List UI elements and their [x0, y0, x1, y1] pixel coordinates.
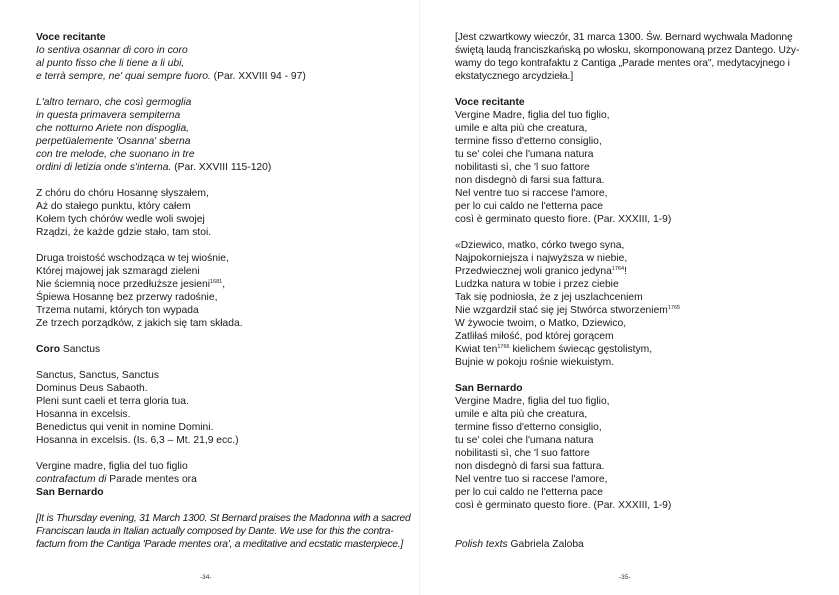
page-number: -35-	[619, 574, 631, 581]
italian-verse-2	[36, 96, 408, 174]
verse-line: «Dziewico, matko, córko twego syna,	[455, 240, 625, 251]
verse-line: Vergine Madre, figlia del tuo figlio,	[455, 110, 610, 121]
verse-text: e terrà sempre, ne' quai sempre fuoro.	[36, 71, 211, 82]
verse-line: tu se' colei che l'umana natura	[455, 149, 594, 160]
verse-line: così è germinato questo fiore. (Par. XXXIII, 1-9)	[455, 500, 672, 511]
verse-line: Ze trzech porządków, z jakich się tam składa.	[36, 318, 243, 329]
verse-line: Ludzka natura w tobie i przez ciebie	[455, 279, 619, 290]
verse-line	[36, 278, 408, 291]
verse-line: non disdegnò di farsi sua fattura.	[455, 175, 605, 186]
footnote-marker: 1681	[210, 279, 223, 285]
verse-line: Sanctus, Sanctus, Sanctus	[36, 370, 160, 381]
verse-line: non disdegnò di farsi sua fattura.	[455, 461, 605, 472]
verse-line: al punto fisso che li tiene a li ubi,	[36, 58, 185, 69]
verse-line: con tre melode, che suonano in tre	[36, 149, 195, 160]
verse-line: Śpiewa Hosannę bez przerwy radośnie,	[36, 292, 218, 303]
verse-line: Rządzi, że każde gdzie stało, tam stoi.	[36, 227, 212, 238]
verse-text: Nie wzgardził stać się jej Stwórca stworzeniem	[455, 305, 668, 316]
coro-label: Coro	[36, 344, 61, 355]
polish-verse-dziewico	[455, 239, 827, 369]
verse-line: Aż do stałego punktu, który całem	[36, 201, 191, 212]
verse-line: nobilitasti sì, che 'l suo fattore	[455, 162, 590, 173]
note-line: [It is Thursday evening, 31 March 1300. St Bernard praises the Madonna with a sacred	[36, 513, 411, 524]
note-line: świętą laudą franciszkańską po włosku, skomponowaną przez Dantego. Uży-	[455, 45, 800, 56]
polish-verse-1	[36, 187, 408, 239]
footnote-marker: 1766	[497, 344, 510, 350]
heading-san-bernardo: San Bernardo	[36, 487, 104, 498]
verse-line: Kołem tych chórów wedle woli swojej	[36, 214, 205, 225]
verse-line	[455, 304, 827, 317]
verse-line: Nel ventre tuo si raccese l'amore,	[455, 474, 608, 485]
verse-line: tu se' colei che l'umana natura	[455, 435, 594, 446]
page-right	[420, 0, 839, 595]
note-line: ekstatycznego arcydzieła.]	[455, 71, 574, 82]
verse-line: Tak się podniosła, że z jej uszlachceniem	[455, 292, 643, 303]
polish-verse-2	[36, 252, 408, 330]
credit-name: Gabriela Zaloba	[507, 539, 584, 550]
verse-line	[455, 265, 827, 278]
verse-text: kielichem świecąc gęstolistym,	[509, 344, 653, 355]
credit-label: Polish texts	[455, 539, 508, 550]
verse-line: così è germinato questo fiore. (Par. XXXIII, 1-9)	[455, 214, 672, 225]
verse-line: Której majowej jak szmaragd zieleni	[36, 266, 200, 277]
verse-line: Trzema nutami, których ton wypada	[36, 305, 199, 316]
note-line: wamy do tego kontrafaktu z Cantiga „Parade mentes ora", medytacyjnego i	[455, 58, 790, 69]
footnote-marker: 1765	[667, 305, 681, 311]
verse-line: L'altro ternaro, che così germoglia	[36, 97, 192, 108]
page-number: -34-	[200, 574, 212, 581]
verse-line: umile e alta più che creatura,	[455, 123, 588, 134]
verse-line: Zatliłaś miłość, pod której gorącem	[455, 331, 614, 342]
verse-line: Hosanna in excelsis.	[36, 409, 131, 420]
verse-line: Nel ventre tuo si raccese l'amore,	[455, 188, 608, 199]
verse-line	[36, 70, 408, 83]
heading-voce-recitante: Voce recitante	[36, 32, 106, 43]
contrafactum-line	[36, 473, 408, 486]
verse-text: Nie ściemnią noce przedłuższe jesieni	[36, 279, 210, 290]
coro-name: Sanctus	[60, 344, 101, 355]
heading-san-bernardo: San Bernardo	[455, 383, 523, 394]
verse-line: che notturno Ariete non dispoglia,	[36, 123, 190, 134]
english-note	[36, 512, 411, 551]
italian-verse-san-bernardo	[455, 395, 827, 512]
verse-line: Druga troistość wschodząca w tej wiośnie,	[36, 253, 229, 264]
verse-line: Io sentiva osannar di coro in coro	[36, 45, 188, 56]
verse-line: umile e alta più che creatura,	[455, 409, 588, 420]
left-column	[36, 31, 411, 551]
verse-line	[36, 161, 408, 174]
verse-reference: (Par. XXVIII 115-120)	[171, 162, 272, 173]
verse-line: nobilitasti sì, che 'l suo fattore	[455, 448, 590, 459]
verse-line: termine fisso d'etterno consiglio,	[455, 422, 602, 433]
vergine-madre-title: Vergine madre, figlia del tuo figlio	[36, 461, 188, 472]
heading-voce-recitante: Voce recitante	[455, 97, 525, 108]
note-line: [Jest czwartkowy wieczór, 31 marca 1300. Św. Bernard wychwala Madonnę	[455, 32, 793, 43]
heading-coro	[36, 343, 408, 356]
italian-verse-vergine-madre	[455, 109, 827, 226]
verse-line: Bujnie w pokoju rośnie wiekuistym.	[455, 357, 615, 368]
punctuation: ,	[222, 279, 226, 290]
punctuation: !	[624, 266, 627, 277]
sanctus-text	[36, 369, 408, 447]
footnote-marker: 1764	[611, 266, 625, 272]
verse-line: per lo cui caldo ne l'etterna pace	[455, 201, 603, 212]
verse-line: Vergine Madre, figlia del tuo figlio,	[455, 396, 610, 407]
note-line: Franciscan lauda in Italian actually composed by Dante. We use for this the contra-	[36, 526, 394, 537]
verse-reference: (Par. XXVIII 94 - 97)	[210, 71, 306, 82]
translator-credit	[455, 538, 827, 551]
contrafactum-label: contrafactum di	[36, 474, 107, 485]
verse-text: ordini di letizia onde s'interna.	[36, 162, 172, 173]
italian-verse-1	[36, 44, 408, 83]
verse-line: Dominus Deus Sabaoth.	[36, 383, 148, 394]
page-left	[0, 0, 419, 595]
verse-line: per lo cui caldo ne l'etterna pace	[455, 487, 603, 498]
right-column	[455, 31, 827, 551]
verse-line: perpetüalemente 'Osanna' sberna	[36, 136, 191, 147]
contrafactum-source: Parade mentes ora	[106, 474, 197, 485]
verse-line: termine fisso d'etterno consiglio,	[455, 136, 602, 147]
verse-line: Najpokorniejsza i najwyższa w niebie,	[455, 253, 628, 264]
polish-intro-note	[455, 31, 827, 83]
note-line: factum from the Cantiga 'Parade mentes ora', a meditative and ecstatic masterpiece.]	[36, 539, 403, 550]
verse-line	[455, 343, 827, 356]
verse-line: Benedictus qui venit in nomine Domini.	[36, 422, 214, 433]
verse-text: Kwiat ten	[455, 344, 498, 355]
verse-line: in questa primavera sempiterna	[36, 110, 181, 121]
verse-line: Hosanna in excelsis. (Is. 6,3 – Mt. 21,9 ecc.)	[36, 435, 239, 446]
verse-text: Przedwiecznej woli granico jedyna	[455, 266, 612, 277]
verse-line: Z chóru do chóru Hosannę słyszałem,	[36, 188, 209, 199]
verse-line: Pleni sunt caeli et terra gloria tua.	[36, 396, 189, 407]
verse-line: W żywocie twoim, o Matko, Dziewico,	[455, 318, 627, 329]
